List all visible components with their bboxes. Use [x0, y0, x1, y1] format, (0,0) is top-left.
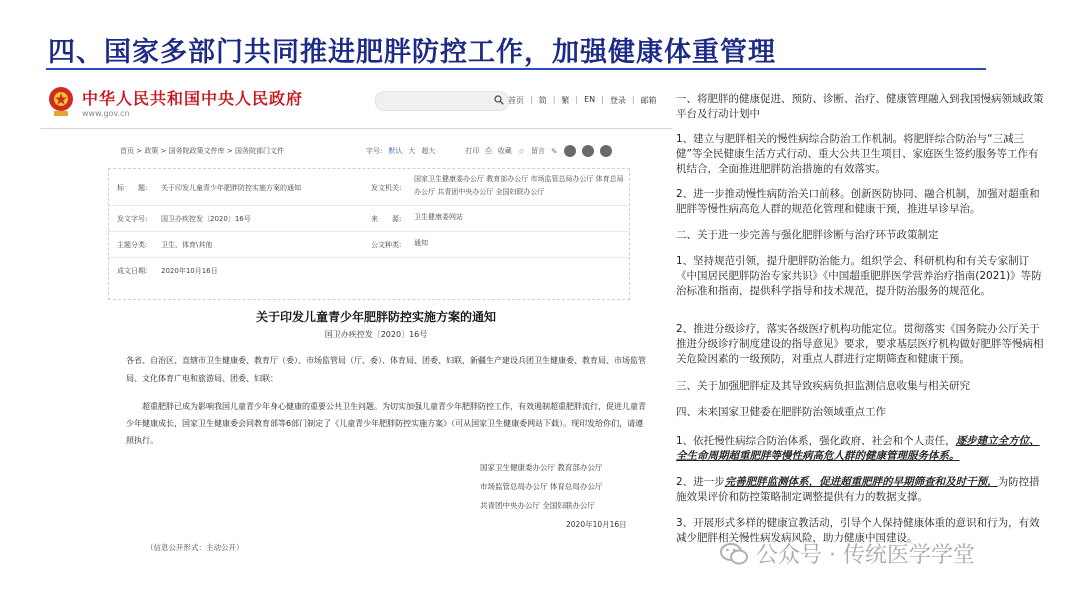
meta-key: 发文机关: — [371, 184, 402, 192]
doc-metadata-table — [108, 168, 630, 300]
meta-row — [109, 169, 629, 206]
doc-toolbar — [366, 145, 612, 157]
section-heading: 一、将肥胖的健康促进、预防、诊断、治疗、健康管理融入到我国慢病领域政策平台及行动计划中 — [676, 93, 1044, 120]
meta-row — [109, 257, 629, 283]
qzone-share-icon[interactable] — [600, 145, 612, 157]
doc-signature-line: 共青团中央办公厅 全国妇联办公厅 — [480, 501, 595, 510]
gov-website-screenshot — [40, 76, 672, 592]
gov-site-url: www.gov.cn — [82, 109, 130, 118]
gov-site-name[interactable]: 中华人民共和国中央人民政府 — [82, 89, 304, 108]
doc-number: 国卫办疾控发〔2020〕16号 — [324, 330, 428, 339]
doc-signature-line: 国家卫生健康委办公厅 教育部办公厅 — [480, 463, 603, 472]
font-default-option[interactable]: 默认 — [388, 147, 403, 155]
font-large-option[interactable]: 大 — [408, 147, 416, 155]
meta-key: 来 源: — [371, 215, 402, 223]
item-text: 1、依托慢性病综合防治体系，强化政府、社会和个人责任， — [676, 435, 956, 447]
doc-date: 2020年10月16日 — [566, 520, 627, 529]
section-heading: 四、未来国家卫健委在肥胖防治领域重点工作 — [676, 406, 886, 418]
section-heading: 二、关于进一步完善与强化肥胖诊断与治疗环节政策制定 — [676, 229, 939, 241]
doc-signature-line: 市场监管总局办公厅 体育总局办公厅 — [480, 482, 603, 491]
doc-title: 关于印发儿童青少年肥胖防控实施方案的通知 — [255, 310, 496, 324]
meta-value: 卫生、体育\其他 — [161, 241, 213, 249]
doc-addressees: 各省、自治区、直辖市卫生健康委、教育厅（委）、市场监管局（厅、委）、体育局、团委、妇联，新疆生产建设兵团卫生健康委、教育局、市场监管局、文化体育广电和旅游局、团委、妇联： — [126, 356, 646, 383]
meta-row — [109, 231, 629, 258]
nav-login[interactable]: 登录 — [609, 96, 626, 105]
section-item: 1、建立与肥胖相关的慢性病综合防治工作机制。将肥胖综合防治与“三减三健”等全民健康生活方式行动、重大公共卫生项目、家庭医生签约服务等工作有机结合，全面推进肥胖防治措施的有效落实。 — [676, 133, 1039, 175]
gov-top-nav: 首页 | 简 | 繁 | EN | 登录 | 邮箱 — [508, 95, 657, 105]
meta-key: 标 题: — [117, 184, 148, 192]
wechat-icon — [720, 542, 748, 566]
meta-key: 主题分类: — [117, 241, 148, 249]
search-icon[interactable] — [494, 95, 504, 105]
meta-key: 成文日期: — [117, 267, 148, 275]
section-item: 3、开展形式多样的健康宣教活动，引导个人保持健康体重的意识和行为，有效减少肥胖相关慢性病发病风险，助力健康中国建设。 — [676, 517, 1040, 544]
comment-button[interactable]: 留言 — [530, 147, 545, 155]
nav-home[interactable]: 首页 — [508, 96, 524, 105]
section-item — [676, 475, 1048, 505]
header-divider — [40, 128, 672, 129]
national-emblem-icon — [48, 86, 74, 118]
favorite-button[interactable]: 收藏 — [497, 147, 512, 155]
meta-key: 公文种类: — [371, 241, 402, 249]
font-size-label: 字号: — [366, 147, 383, 155]
meta-key: 发文字号: — [117, 215, 148, 223]
edit-icon[interactable]: ✎ — [550, 146, 558, 156]
watermark-text: 公众号 · 传统医学学堂 — [756, 543, 975, 568]
print-button[interactable]: 打印 — [465, 147, 480, 155]
meta-value: 2020年10月16日 — [161, 267, 218, 275]
meta-value: 关于印发儿童青少年肥胖防控实施方案的通知 — [161, 184, 301, 192]
section-item: 2、推进分级诊疗，落实各级医疗机构功能定位。贯彻落实《国务院办公厅关于推进分级诊疗制度建设的指导意见》要求，要求基层医疗机构做好肥胖等慢病相关危险因素的一级预防，对重点人群进行定期筛查和健康干预。 — [676, 323, 1044, 365]
breadcrumb[interactable]: 首页 > 政策 > 国务院政策文件库 > 国务院部门文件 — [120, 147, 284, 155]
meta-row — [109, 205, 629, 232]
title-underline — [46, 68, 986, 70]
section-item — [676, 434, 1048, 464]
nav-simplified[interactable]: 简 — [538, 96, 547, 105]
emphasized-text: 逐步建立全方位、全生命周期超重肥胖等慢性病高危人群的健康管理服务体系。 — [676, 435, 1040, 462]
meta-value: 国卫办疾控发〔2020〕16号 — [161, 215, 251, 223]
nav-mail[interactable]: 邮箱 — [640, 96, 657, 105]
item-text: 为防控措施效果评价和防控策略制定调整提供有力的数据支撑。 — [676, 476, 1040, 503]
item-text: 2、进一步 — [676, 476, 725, 488]
doc-body: 超重肥胖已成为影响我国儿童青少年身心健康的重要公共卫生问题。为切实加强儿童青少年肥胖防控工作，有效遏制超重肥胖流行，促进儿童青少年健康成长，国家卫生健康委会同教育部等6部门制定了《儿童青少年肥胖防控实施方案》（可从国家卫生健康委网站下载）。现印发给你们，请遵照执行。 — [126, 402, 646, 445]
doc-publicity-note: （信息公开形式：主动公开） — [146, 543, 244, 552]
nav-english[interactable]: EN — [584, 95, 596, 104]
star-icon[interactable]: ☆ — [517, 146, 525, 156]
section-item: 2、进一步推动慢性病防治关口前移。创新医防协同、融合机制，加强对超重和肥胖等慢性病高危人群的规范化管理和健康干预，推进早诊早治。 — [676, 188, 1040, 215]
meta-value: 通知 — [414, 239, 428, 247]
font-xlarge-option[interactable]: 超大 — [421, 147, 436, 155]
section-heading: 三、关于加强肥胖症及其导致疾病负担监测信息收集与相关研究 — [676, 380, 970, 392]
emphasized-text: 完善肥胖监测体系，促进超重肥胖的早期筛查和及时干预， — [724, 476, 998, 488]
gov-search-input[interactable] — [375, 91, 509, 111]
weibo-share-icon[interactable] — [564, 145, 576, 157]
watermark — [720, 538, 975, 569]
section-item: 1、坚持规范引领，提升肥胖防治能力。组织学会、科研机构和有关专家制订《中国居民肥胖防治专家共识》《中国超重肥胖医学营养治疗指南(2021)》等防治标准和指南，提供科学指导和技术规范，提升防治服务的规范化。 — [676, 255, 1042, 297]
meta-value: 国家卫生健康委办公厅 教育部办公厅 市场监管总局办公厅 体育总局办公厅 共青团中央办公厅 全国妇联办公厅 — [414, 175, 624, 196]
slide-title: 四、国家多部门共同推进肥胖防控工作，加强健康体重管理 — [48, 37, 776, 68]
nav-traditional[interactable]: 繁 — [561, 96, 570, 105]
meta-value: 卫生健康委网站 — [414, 213, 463, 221]
print-icon[interactable]: ⎙ — [485, 146, 492, 155]
wechat-share-icon[interactable] — [582, 145, 594, 157]
